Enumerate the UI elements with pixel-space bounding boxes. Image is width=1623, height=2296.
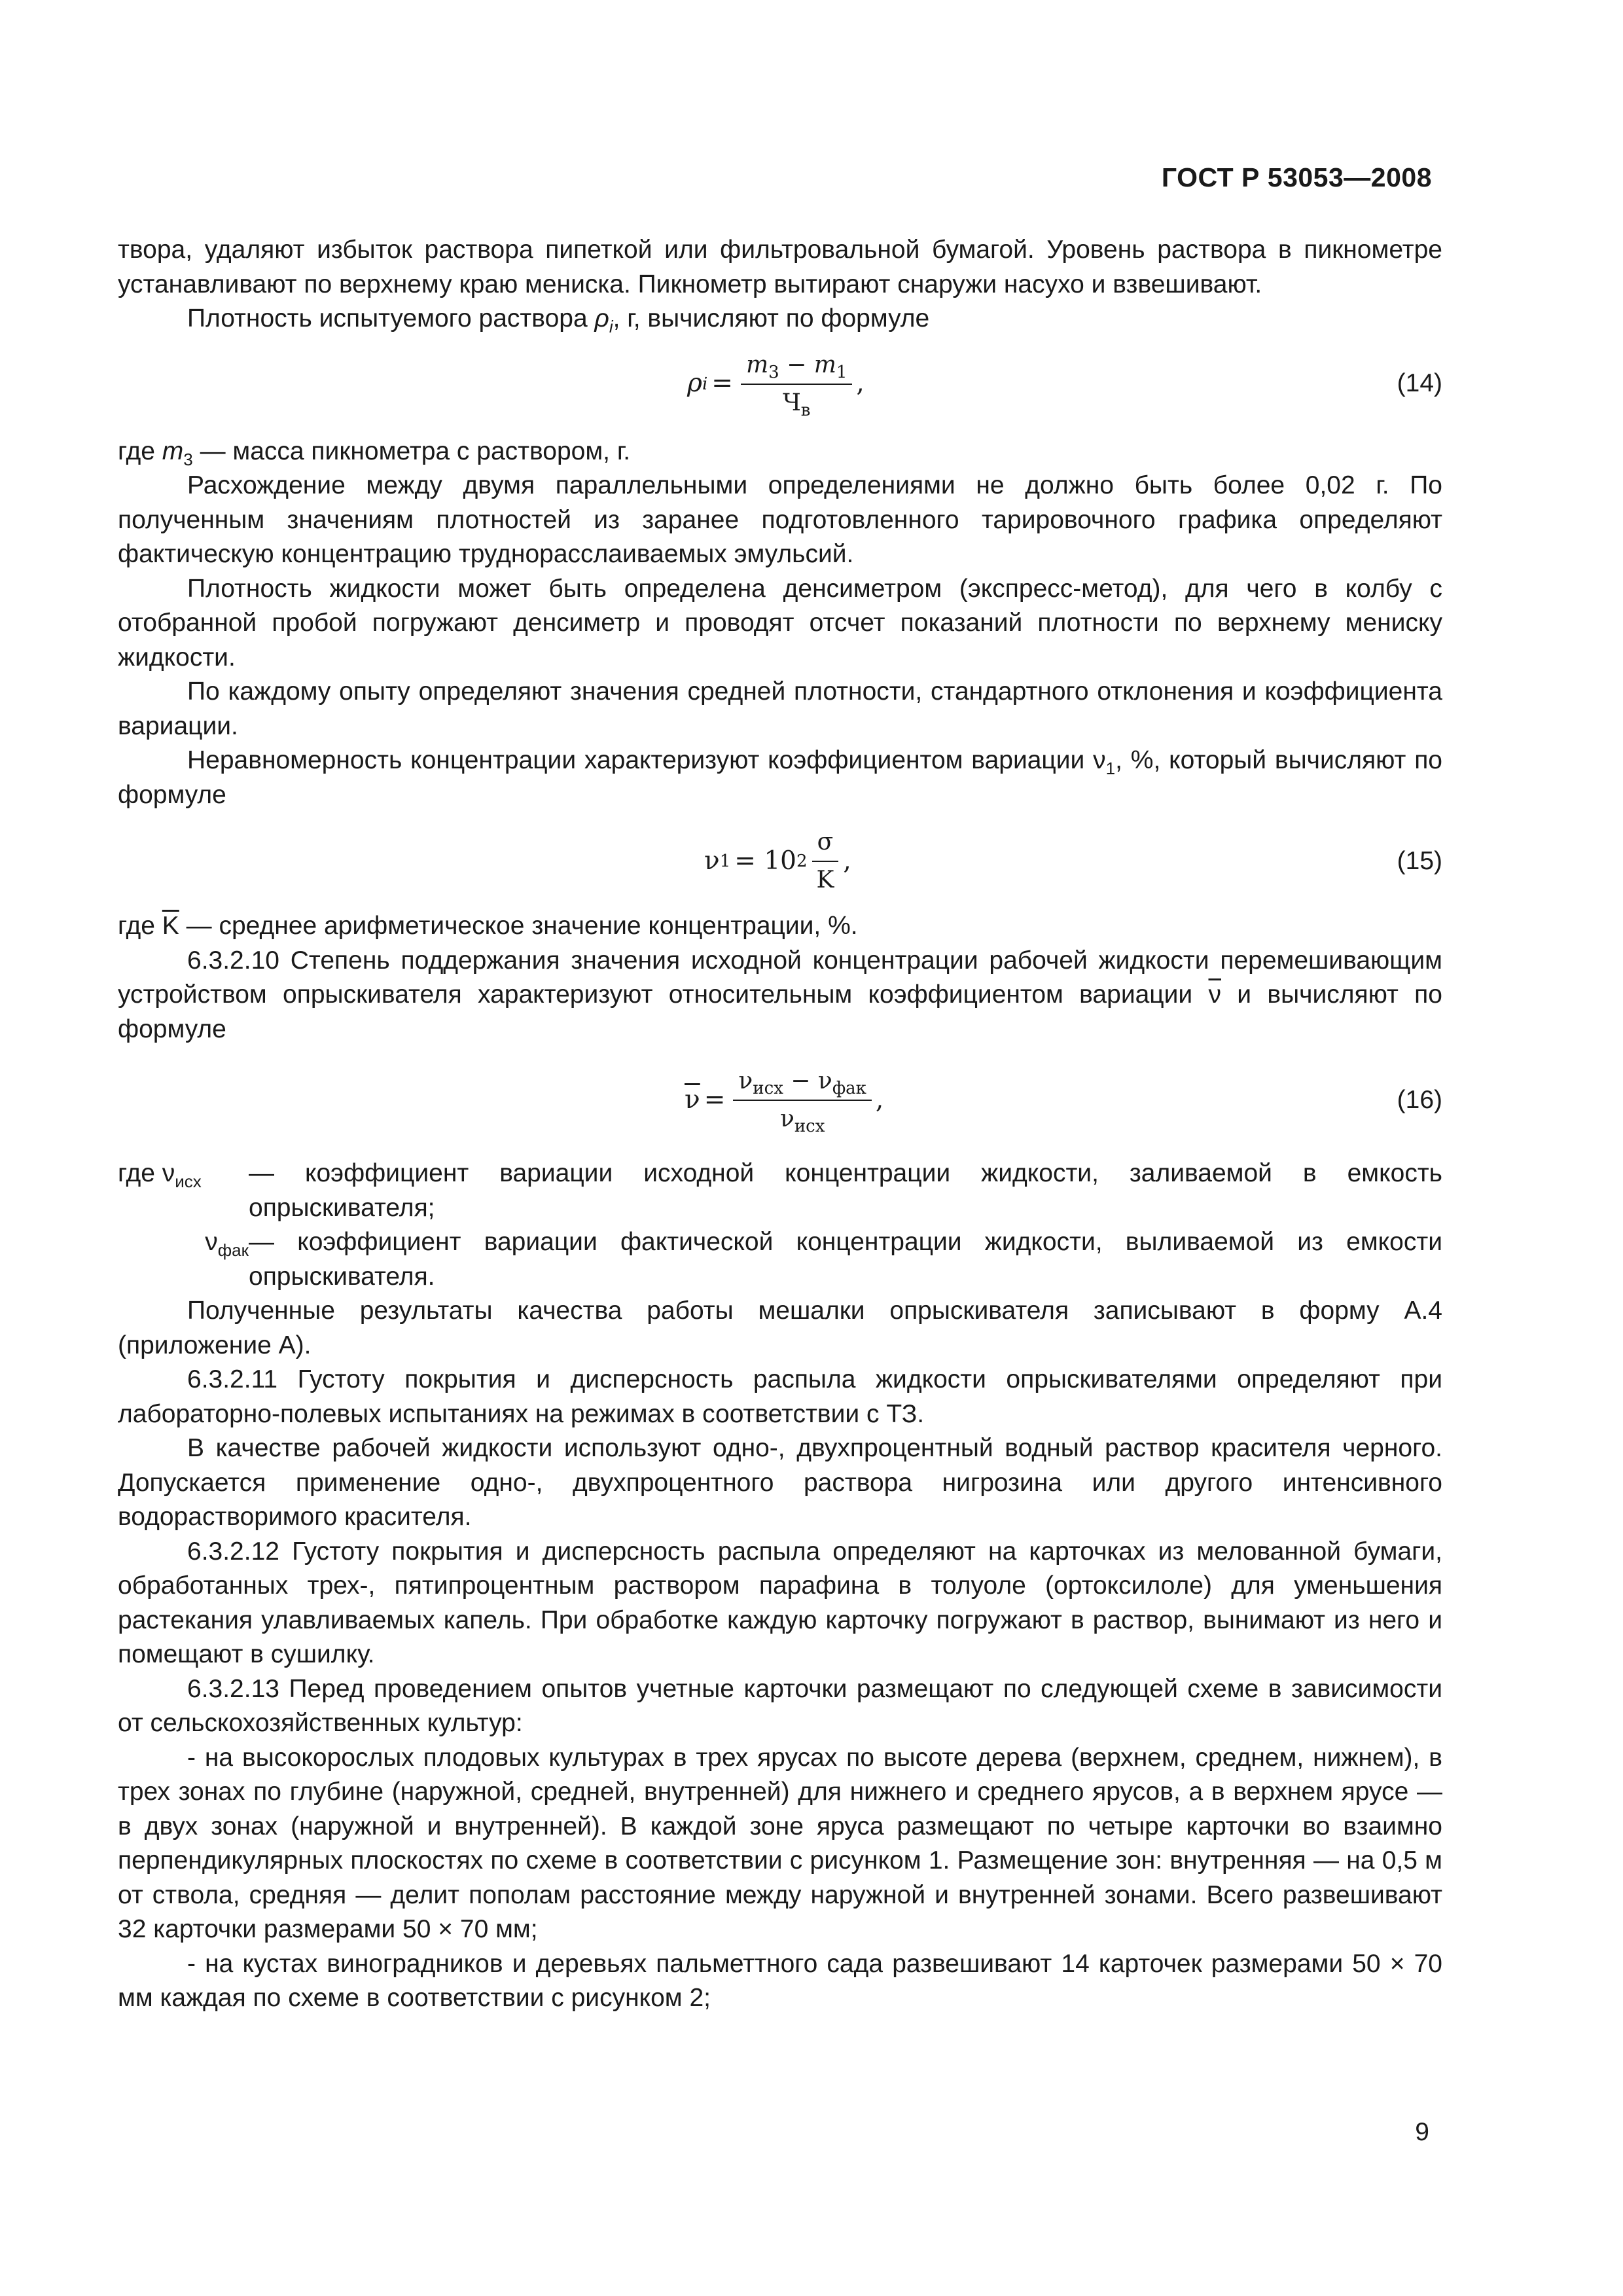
equation-number: (14)	[1397, 369, 1442, 398]
formula-15: ν 1 = 10 2 $\frac{\sigma}{K}$ , (15)	[118, 825, 1442, 897]
paragraph: 6.3.2.10 Степень поддержания значения исходной концентрации рабочей жидкости перемешивающим устройством опрыскивателя характеризуют относительным коэффициентом вариации $\overline{\nu}$ и вычисляют по формуле	[118, 946, 1442, 1043]
paragraph: где $m_3$ — масса пикнометра с раствором, г.	[118, 437, 631, 469]
symbol-rho: ρ	[594, 304, 609, 332]
paragraph: 6.3.2.12 Густоту покрытия и дисперсность распыла определяют на карточках из мелованной бумаги, обработанных трех-, пятипроцентным раствором парафина в толуоле (ортоксилоле) для уменьшения растекания улавливаемых капель. При обработке каждую карточку погружают в раствор, вынимают из него и помещают в сушилку.	[118, 1537, 1442, 1668]
list-item: - на кустах виноградников и деревьях пальметтного сада развешивают 14 карточек размерами 50 × 70 мм каждая по схеме в соответствии с рисунком 2;	[118, 1949, 1442, 2012]
formula-16: $\overline{\nu}$ = $\frac{\nu_{исх} - \nu_{фак}}{\nu_{исх}}$ , (16)	[118, 1058, 1442, 1142]
paragraph: 6.3.2.11 Густоту покрытия и дисперсность распыла жидкости опрыскивателями определяют при лабораторно-полевых испытаниях на режимах в соответствии с ТЗ.	[118, 1365, 1442, 1428]
paragraph: Неравномерность концентрации характеризуют коэффициентом вариации $\nu_1$, %, который вычисляют по формуле	[118, 746, 1443, 809]
fraction: $\frac{m_3 - m_1}{Ч_в}$	[741, 351, 852, 418]
fraction: $\frac{\nu_{исх} - \nu_{фак}}{\nu_{исх}}$	[733, 1067, 872, 1134]
document-body	[118, 233, 1442, 2016]
paragraph: Полученные результаты качества работы мешалки опрыскивателя записывают в форму А.4 (приложение А).	[118, 1297, 1442, 1359]
paragraph: Расхождение между двумя параллельными определениями не должно быть более 0,02 г. По полученным значениям плотностей из заранее подготовленного тарировочного графика определяют фактическую концентрацию труднорасслаиваемых эмульсий.	[118, 471, 1442, 568]
formula-14: ρ i = $\frac{m_3 - m_1}{Ч_в}$ , (14)	[118, 346, 1442, 423]
page-number: 9	[1415, 2118, 1429, 2146]
equation-number: (16)	[1397, 1085, 1442, 1114]
definition-item: $\nu_{фак}$ — коэффициент вариации фактической концентрации жидкости, выливаемой из емкости опрыскивателя.	[205, 1228, 1442, 1291]
fraction: $\frac{\sigma}{K}$	[812, 828, 840, 895]
standard-header: ГОСТ Р 53053—2008	[1161, 162, 1432, 192]
paragraph: где $\overline{K}$ — среднее арифметическое значение концентрации, %.	[118, 912, 858, 940]
paragraph: 6.3.2.13 Перед проведением опытов учетные карточки размещают по следующей схеме в зависимости от сельскохозяйственных культур:	[118, 1674, 1442, 1737]
paragraph: Плотность испытуемого раствора $\rho_i$, г, вычисляют по формуле	[187, 304, 930, 336]
paragraph: Плотность жидкости может быть определена денсиметром (экспресс-метод), для чего в колбу с отобранной пробой погружают денсиметр и проводят отсчет показаний плотности по верхнему мениску жидкости.	[118, 574, 1442, 672]
paragraph: По каждому опыту определяют значения средней плотности, стандартного отклонения и коэффициента вариации.	[118, 677, 1442, 740]
equation-number: (15)	[1397, 846, 1442, 875]
paragraph: В качестве рабочей жидкости используют одно-, двухпроцентный водный раствор красителя черного. Допускается применение одно-, двухпроцентного раствора нигрозина или другого интенсивного водорастворимого красителя.	[118, 1434, 1442, 1531]
list-item: - на высокорослых плодовых культурах в трех ярусах по высоте дерева (верхнем, среднем, нижнем), в трех зонах по глубине (наружной, средней, внутренней) для нижнего и среднего ярусов, а в верхнем ярусе — в двух зонах (наружной и внутренней). В каждой зоне яруса размещают по четыре карточки во взаимно перпендикулярных плоскостях по схеме в соответствии с рисунком 1. Размещение зон: внутренняя — на 0,5 м от ствола, средняя — делит пополам расстояние между наружной и внутренней зонами. Всего развешивают 32 карточки размерами 50 × 70 мм;	[118, 1743, 1442, 1943]
definition-item: где $\nu_{исх}$ — коэффициент вариации исходной концентрации жидкости, заливаемой в емкость опрыскивателя;	[118, 1159, 1442, 1222]
paragraph: твора, удаляют избыток раствора пипеткой или фильтровальной бумагой. Уровень раствора в пикнометре устанавливают по верхнему краю мениска. Пикнометр вытирают снаружи насухо и взвешивают.	[118, 236, 1442, 298]
